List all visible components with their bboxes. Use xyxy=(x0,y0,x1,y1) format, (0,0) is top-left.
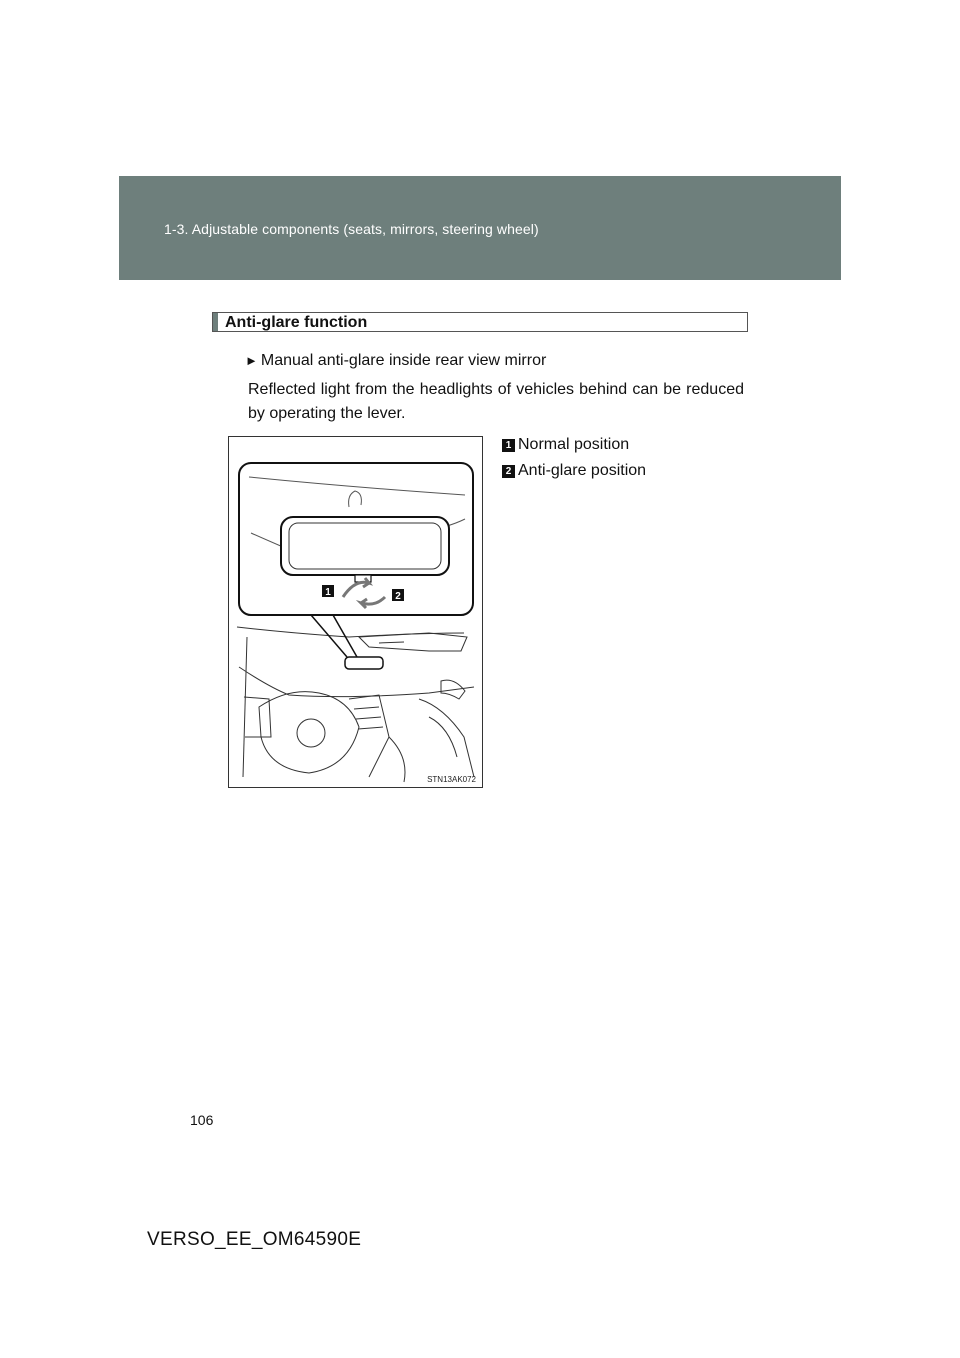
document-code: VERSO_EE_OM64590E xyxy=(147,1229,362,1250)
mirror-illustration xyxy=(228,436,483,788)
callout-2: 2 xyxy=(395,591,401,602)
page-number: 106 xyxy=(190,1112,214,1128)
legend-label: Anti-glare position xyxy=(518,462,647,479)
legend-item-2 xyxy=(502,462,646,480)
figure-code: STN13AK072 xyxy=(427,775,476,784)
section-heading xyxy=(212,312,748,332)
illustration-drawing xyxy=(229,437,482,787)
description-paragraph: Reflected light from the headlights of vehicles behind can be reduced by operating the lever. xyxy=(248,381,744,422)
number-badge: 2 xyxy=(502,465,515,478)
legend-item-1 xyxy=(502,436,629,454)
number-badge: 1 xyxy=(502,439,515,452)
section-accent xyxy=(213,313,218,331)
callout-1: 1 xyxy=(325,587,331,598)
section-title: Anti-glare function xyxy=(225,314,368,331)
triangle-bullet-icon: ► xyxy=(245,353,258,368)
bullet-item xyxy=(245,352,546,370)
legend-label: Normal position xyxy=(518,436,630,453)
breadcrumb: 1-3. Adjustable components (seats, mirrors, steering wheel) xyxy=(164,221,539,237)
bullet-text: Manual anti-glare inside rear view mirror xyxy=(260,352,547,369)
